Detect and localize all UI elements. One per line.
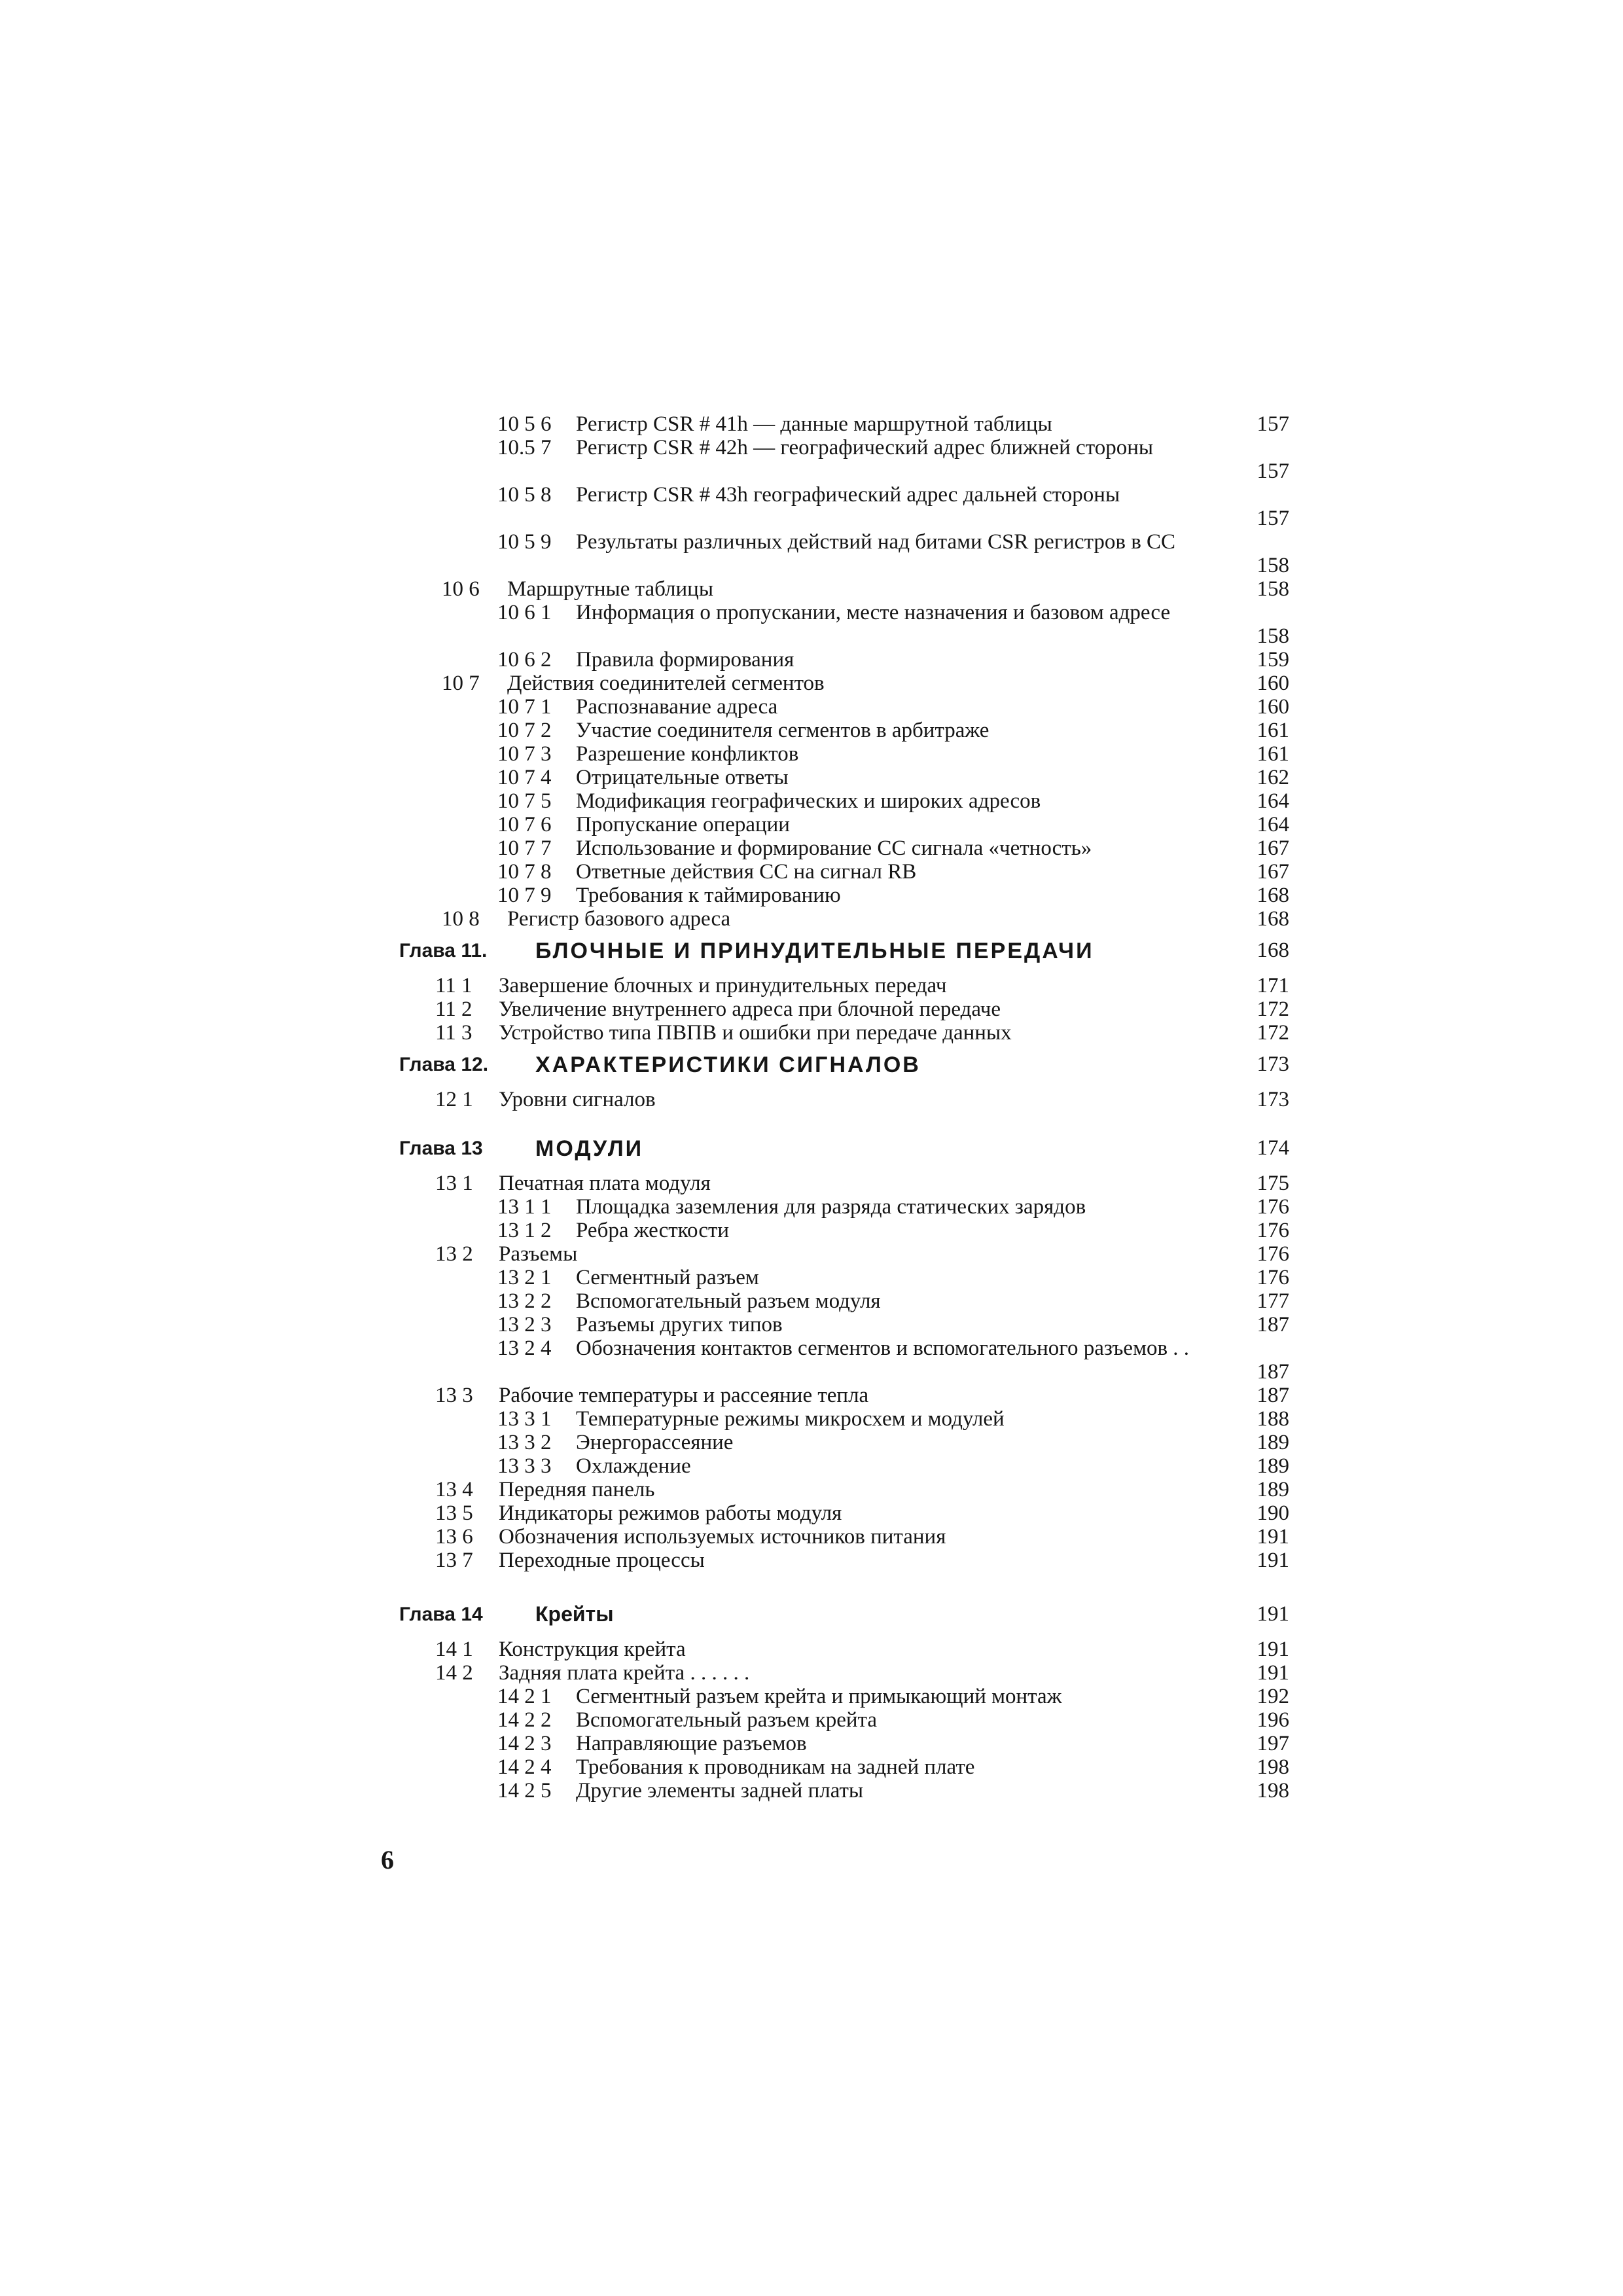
page-ref: 191 [1257,1661,1289,1685]
chapter-title: Крейты [535,1602,614,1626]
section-number: 14 2 4 [497,1755,552,1779]
toc-entry [386,648,1289,672]
section-title: Ребра жесткости [576,1219,730,1242]
section-title: Ответные действия СС на сигнал RB [576,860,917,884]
section-number: 10 6 2 [497,648,552,672]
toc-entry [386,789,1289,813]
page-ref: 162 [1257,766,1289,789]
toc-entry [386,672,1289,695]
page-ref: 173 [1257,1052,1289,1076]
toc-entry [386,766,1289,789]
toc-entry [386,719,1289,742]
section-title: Правила формирования [576,648,794,672]
section-title: Действия соединителей сегментов [507,672,825,695]
page-ref: 188 [1257,1407,1289,1431]
section-title: Температурные режимы микросхем и модулей [576,1407,1005,1431]
section-number: 13 7 [435,1549,473,1572]
section-title: Модификация географических и широких адресов [576,789,1041,813]
page-ref: 173 [1257,1088,1289,1111]
section-number: 11 3 [435,1021,473,1045]
page-ref: 176 [1257,1195,1289,1219]
page-number: 6 [381,1845,394,1874]
page-ref: 192 [1257,1685,1289,1708]
page-ref: 190 [1257,1501,1289,1525]
section-title: Распознавание адреса [576,695,778,719]
toc-entry [386,884,1289,907]
page-ref: 187 [1257,1384,1289,1407]
section-number: 13 3 3 [497,1454,552,1478]
page-ref: 161 [1257,742,1289,766]
section-number: 14 2 3 [497,1732,552,1755]
toc-entry [386,1088,1289,1111]
toc-entry [386,1549,1289,1572]
section-title: Уровни сигналов [499,1088,656,1111]
toc-entry [386,974,1289,997]
page-ref: 159 [1257,648,1289,672]
section-number: 10 6 [442,577,480,601]
toc-entry [386,1266,1289,1289]
section-number: 13 1 2 [497,1219,552,1242]
section-title: Печатная плата модуля [499,1172,711,1195]
section-title: Отрицательные ответы [576,766,789,789]
toc-entry [386,483,1289,530]
toc-entry [386,742,1289,766]
section-title: Пропускание операции [576,813,790,836]
page-ref: 168 [1257,884,1289,907]
toc-entry [386,860,1289,884]
toc-entry [386,1431,1289,1454]
section-number: 11 2 [435,997,473,1021]
section-number: 10 7 [442,672,480,695]
section-title: Обозначения используемых источников питания [499,1525,946,1549]
section-title: Регистр CSR # 41h — данные маршрутной таблицы [576,412,1052,436]
page-ref: 191 [1257,1602,1289,1626]
section-title: Маршрутные таблицы [507,577,714,601]
section-number: 13 2 3 [497,1313,552,1336]
page-ref: 164 [1257,813,1289,836]
page-ref: 189 [1257,1431,1289,1454]
chapter-title: МОДУЛИ [535,1136,644,1161]
page-ref: 167 [1257,836,1289,860]
page-ref: 160 [1257,672,1289,695]
section-number: 13 1 [435,1172,473,1195]
toc-entry [386,601,1289,648]
section-number: 10 7 8 [497,860,552,884]
section-title: Рабочие температуры и рассеяние тепла [499,1384,869,1407]
toc-entry [386,1478,1289,1501]
section-number: 13 6 [435,1525,473,1549]
section-number: 10 7 1 [497,695,552,719]
section-number: 10 5 8 [497,483,552,507]
section-title: Устройство типа ПВПВ и ошибки при передаче данных [499,1021,1012,1045]
page-ref: 177 [1257,1289,1289,1313]
chapter-label: Глава 11. [399,940,488,961]
page-ref: 158 [1257,577,1289,601]
toc-entry [386,997,1289,1021]
page-ref: 167 [1257,860,1289,884]
section-title: Сегментный разъем крейта и примыкающий монтаж [576,1685,1062,1708]
section-number: 10 7 9 [497,884,552,907]
page-ref: 175 [1257,1172,1289,1195]
section-title: Конструкция крейта [499,1638,686,1661]
toc-entry [386,1779,1289,1803]
section-number: 13 3 1 [497,1407,552,1431]
chapter-label: Глава 13 [399,1138,483,1159]
toc-entry [386,695,1289,719]
toc-entry [386,1501,1289,1525]
section-number: 14 1 [435,1638,473,1661]
section-number: 10.5 7 [497,436,552,459]
section-number: 10 7 6 [497,813,552,836]
toc-entry [386,436,1289,483]
toc-entry [386,1638,1289,1661]
page-ref: 164 [1257,789,1289,813]
toc-entry [386,577,1289,601]
section-number: 10 5 9 [497,530,552,554]
section-number: 10 7 3 [497,742,552,766]
section-number: 13 3 2 [497,1431,552,1454]
toc-entry [386,1242,1289,1266]
section-title: Информация о пропускании, месте назначения и базовом адресе [576,601,1171,624]
section-title: Использование и формирование СС сигнала «четность» [576,836,1092,860]
section-title: Разрешение конфликтов [576,742,799,766]
toc-entry [386,1685,1289,1708]
section-title: Задняя плата крейта . . . . . . [499,1661,750,1685]
page-ref: 171 [1257,974,1289,997]
section-number: 14 2 2 [497,1708,552,1732]
toc-entry [386,1384,1289,1407]
toc-entry [386,1732,1289,1755]
page-ref: 157 [1257,412,1289,436]
page-ref: 161 [1257,719,1289,742]
section-number: 12 1 [435,1088,473,1111]
page-ref: 198 [1257,1779,1289,1803]
section-title: Индикаторы режимов работы модуля [499,1501,842,1525]
section-title: Результаты различных действий над битами CSR регистров в СС [576,530,1176,554]
toc-entry [386,907,1289,931]
page-ref: 157 [1257,459,1289,483]
section-title: Требования к таймированию [576,884,841,907]
toc-entry [386,1407,1289,1431]
page-ref: 197 [1257,1732,1289,1755]
page-ref: 158 [1257,554,1289,577]
section-number: 13 2 [435,1242,473,1266]
page-ref: 168 [1257,907,1289,931]
section-title: Завершение блочных и принудительных передач [499,974,947,997]
toc-entry [386,836,1289,860]
toc-entry [386,1454,1289,1478]
section-number: 13 5 [435,1501,473,1525]
section-number: 10 8 [442,907,480,931]
section-title: Сегментный разъем [576,1266,759,1289]
toc-entry [386,1172,1289,1195]
section-title: Разъемы других типов [576,1313,783,1336]
chapter-label: Глава 12. [399,1054,489,1075]
section-title: Регистр базового адреса [507,907,731,931]
section-number: 14 2 [435,1661,473,1685]
page-ref: 157 [1257,507,1289,530]
page-ref: 191 [1257,1549,1289,1572]
chapter-label: Глава 14 [399,1604,483,1625]
toc-entry [386,1708,1289,1732]
section-number: 13 1 1 [497,1195,552,1219]
page-ref: 187 [1257,1360,1289,1384]
section-number: 10 7 2 [497,719,552,742]
section-title: Направляющие разъемов [576,1732,807,1755]
section-title: Другие элементы задней платы [576,1779,864,1803]
section-number: 13 3 [435,1384,473,1407]
toc-entry [386,1289,1289,1313]
section-number: 13 2 4 [497,1336,552,1360]
toc-entry [386,1525,1289,1549]
page-ref: 176 [1257,1242,1289,1266]
section-title: Площадка заземления для разряда статических зарядов [576,1195,1086,1219]
section-number: 10 6 1 [497,601,552,624]
page-ref: 198 [1257,1755,1289,1779]
page-ref: 174 [1257,1136,1289,1160]
chapter-title: ХАРАКТЕРИСТИКИ СИГНАЛОВ [535,1052,921,1077]
toc-entry [386,1219,1289,1242]
toc-entry [386,1661,1289,1685]
toc-entry [386,1195,1289,1219]
section-title: Регистр CSR # 43h географический адрес дальней стороны [576,483,1120,507]
section-title: Требования к проводникам на задней плате [576,1755,975,1779]
section-title: Энергорассеяние [576,1431,734,1454]
section-title: Регистр CSR # 42h — географический адрес ближней стороны [576,436,1154,459]
chapter-heading [386,936,1289,971]
section-title: Вспомогательный разъем модуля [576,1289,881,1313]
page-ref: 172 [1257,997,1289,1021]
page-ref: 189 [1257,1478,1289,1501]
toc-entry [386,412,1289,436]
section-number: 13 4 [435,1478,473,1501]
page-ref: 187 [1257,1313,1289,1336]
section-title: Охлаждение [576,1454,691,1478]
chapter-heading [386,1050,1289,1085]
toc-entry [386,530,1289,577]
toc-entry [386,1336,1289,1384]
section-number: 11 1 [435,974,473,997]
page-ref: 160 [1257,695,1289,719]
section-number: 14 2 1 [497,1685,552,1708]
section-title: Разъемы [499,1242,578,1266]
section-number: 10 5 6 [497,412,552,436]
page-ref: 196 [1257,1708,1289,1732]
section-title: Участие соединителя сегментов в арбитраже [576,719,990,742]
table-of-contents [386,412,1289,1803]
page-ref: 189 [1257,1454,1289,1478]
chapter-heading [386,1600,1289,1635]
chapter-heading [386,1134,1289,1169]
page-ref: 172 [1257,1021,1289,1045]
page-ref: 176 [1257,1266,1289,1289]
toc-entry [386,1755,1289,1779]
section-title: Увеличение внутреннего адреса при блочной передаче [499,997,1001,1021]
section-title: Вспомогательный разъем крейта [576,1708,878,1732]
toc-entry [386,813,1289,836]
section-number: 13 2 2 [497,1289,552,1313]
section-number: 14 2 5 [497,1779,552,1803]
page-ref: 158 [1257,624,1289,648]
section-number: 13 2 1 [497,1266,552,1289]
page-ref: 191 [1257,1525,1289,1549]
toc-entry [386,1313,1289,1336]
section-title: Обозначения контактов сегментов и вспомогательного разъемов . . [576,1336,1190,1360]
section-title: Передняя панель [499,1478,655,1501]
section-title: Переходные процессы [499,1549,705,1572]
page-ref: 191 [1257,1638,1289,1661]
toc-entry [386,1021,1289,1045]
section-number: 10 7 7 [497,836,552,860]
section-number: 10 7 4 [497,766,552,789]
section-number: 10 7 5 [497,789,552,813]
page-ref: 168 [1257,939,1289,962]
chapter-title: БЛОЧНЫЕ И ПРИНУДИТЕЛЬНЫЕ ПЕРЕДАЧИ [535,939,1094,963]
page-ref: 176 [1257,1219,1289,1242]
